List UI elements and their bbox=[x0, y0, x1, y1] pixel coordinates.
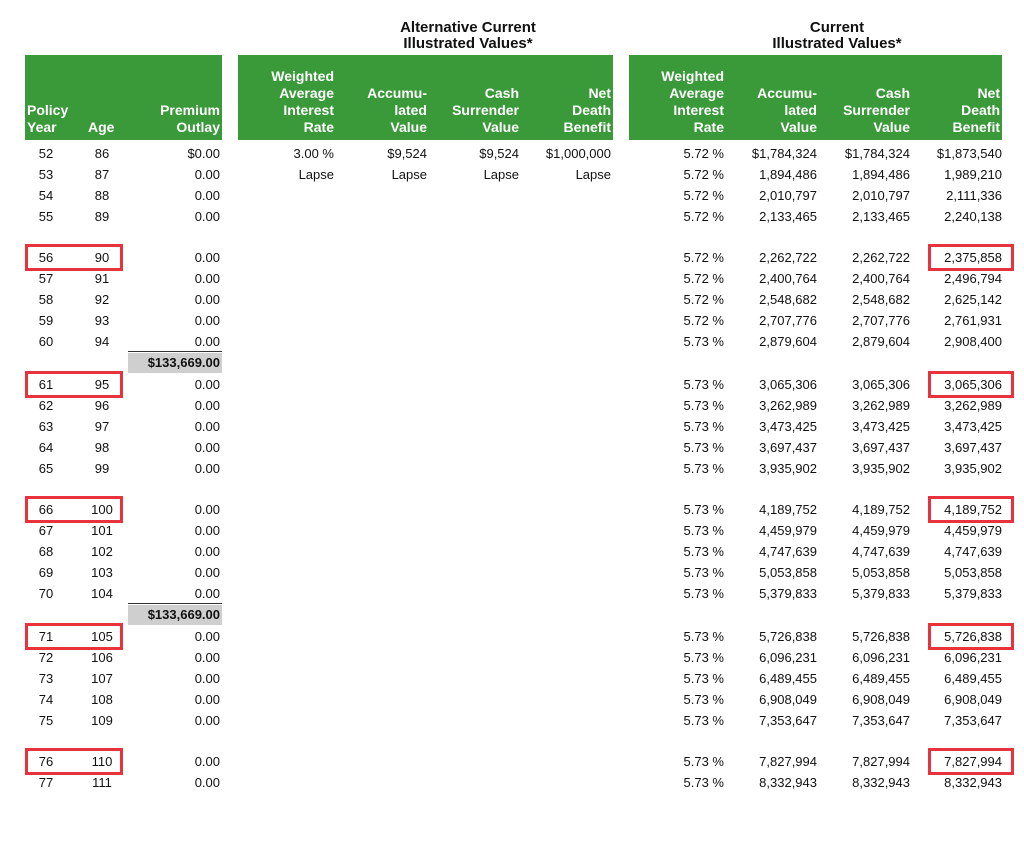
cell-ndb: 3,262,989 bbox=[944, 398, 1002, 413]
table-row bbox=[0, 459, 1024, 480]
cell-premium: 0.00 bbox=[194, 586, 220, 601]
cell-age: 101 bbox=[91, 523, 113, 538]
cell-year: 53 bbox=[38, 167, 54, 182]
cell-premium: 0.00 bbox=[194, 629, 220, 644]
header-premium-outlay bbox=[130, 55, 220, 136]
cell-csv: 2,010,797 bbox=[852, 188, 910, 203]
cell-rate: 5.72 % bbox=[683, 250, 724, 265]
cell-age: 100 bbox=[91, 502, 113, 517]
cell-rate: 5.72 % bbox=[683, 188, 724, 203]
cell-ndb: 2,375,858 bbox=[944, 250, 1002, 265]
header-line: Cash bbox=[875, 85, 910, 101]
table-row bbox=[0, 711, 1024, 732]
cell-ndb: 3,473,425 bbox=[944, 419, 1002, 434]
subtotal-rule bbox=[128, 603, 222, 604]
highlight-box-death-benefit bbox=[928, 244, 1014, 271]
cell-year: 65 bbox=[38, 461, 54, 476]
cell-premium: 0.00 bbox=[194, 250, 220, 265]
cell-ndb: 7,827,994 bbox=[944, 754, 1002, 769]
table-row bbox=[0, 165, 1024, 186]
cell-ndb: 5,379,833 bbox=[944, 586, 1002, 601]
header-line: Outlay bbox=[176, 119, 220, 135]
cell-ndb: 2,908,400 bbox=[944, 334, 1002, 349]
cell-age: 94 bbox=[94, 334, 110, 349]
cell-age: 109 bbox=[91, 713, 113, 728]
header-policy-year bbox=[27, 55, 71, 136]
cell-rate: 5.73 % bbox=[683, 565, 724, 580]
header-alt-csv bbox=[432, 55, 519, 136]
cell-csv: 3,473,425 bbox=[852, 419, 910, 434]
header-line: Policy bbox=[27, 102, 69, 118]
cell-rate: 5.73 % bbox=[683, 586, 724, 601]
header-line: Cash bbox=[484, 85, 519, 101]
cell-accum: 2,548,682 bbox=[759, 292, 817, 307]
cell-year: 59 bbox=[38, 313, 54, 328]
cell-csv: 3,697,437 bbox=[852, 440, 910, 455]
highlight-box-year-age bbox=[25, 244, 123, 271]
cell-premium: 0.00 bbox=[194, 713, 220, 728]
cell-accum: 2,707,776 bbox=[759, 313, 817, 328]
cell-rate: 5.73 % bbox=[683, 671, 724, 686]
header-line: Interest bbox=[283, 102, 334, 118]
cell-premium: 0.00 bbox=[194, 523, 220, 538]
table-row bbox=[0, 773, 1024, 794]
cell-year: 69 bbox=[38, 565, 54, 580]
header-line: Benefit bbox=[952, 119, 1000, 135]
cell-rate: 5.73 % bbox=[683, 334, 724, 349]
table-row bbox=[0, 248, 1024, 269]
cell-age: 104 bbox=[91, 586, 113, 601]
cell-alt-rate: Lapse bbox=[298, 167, 334, 182]
cell-year: 74 bbox=[38, 692, 54, 707]
alternative-title-line1: Alternative Current bbox=[400, 19, 536, 36]
highlight-box-year-age bbox=[25, 748, 123, 775]
cell-premium: 0.00 bbox=[194, 754, 220, 769]
cell-accum: 2,879,604 bbox=[759, 334, 817, 349]
alternative-title-line2: Illustrated Values* bbox=[403, 35, 533, 52]
cell-ndb: 2,111,336 bbox=[946, 188, 1002, 203]
header-cur-accum bbox=[733, 55, 817, 136]
cell-year: 71 bbox=[38, 629, 54, 644]
cell-alt-ndb: $1,000,000 bbox=[545, 146, 611, 161]
premium-subtotal: $133,669.00 bbox=[128, 605, 222, 625]
cell-accum: 4,189,752 bbox=[759, 502, 817, 517]
cell-year: 70 bbox=[38, 586, 54, 601]
cell-csv: 6,908,049 bbox=[852, 692, 910, 707]
cell-age: 98 bbox=[94, 440, 110, 455]
header-line: Rate bbox=[303, 119, 334, 135]
cell-ndb: 6,096,231 bbox=[944, 650, 1002, 665]
cell-year: 66 bbox=[38, 502, 54, 517]
cell-alt-accum: $9,524 bbox=[387, 146, 427, 161]
cell-year: 54 bbox=[38, 188, 54, 203]
cell-csv: 3,262,989 bbox=[852, 398, 910, 413]
cell-age: 111 bbox=[92, 775, 112, 790]
cell-year: 55 bbox=[38, 209, 54, 224]
cell-year: 60 bbox=[38, 334, 54, 349]
table-row bbox=[0, 186, 1024, 207]
cell-ndb: 5,726,838 bbox=[944, 629, 1002, 644]
header-line: Net bbox=[977, 85, 1000, 101]
header-alt-accum bbox=[345, 55, 427, 136]
cell-rate: 5.73 % bbox=[683, 544, 724, 559]
table-row bbox=[0, 375, 1024, 396]
cell-year: 72 bbox=[38, 650, 54, 665]
cell-accum: 5,726,838 bbox=[759, 629, 817, 644]
cell-csv: 2,133,465 bbox=[852, 209, 910, 224]
cell-rate: 5.72 % bbox=[683, 292, 724, 307]
cell-year: 58 bbox=[38, 292, 54, 307]
header-line: Weighted bbox=[661, 68, 724, 84]
highlight-box-death-benefit bbox=[928, 371, 1014, 398]
cell-ndb: 6,489,455 bbox=[944, 671, 1002, 686]
cell-rate: 5.72 % bbox=[683, 271, 724, 286]
cell-year: 75 bbox=[38, 713, 54, 728]
cell-premium: 0.00 bbox=[194, 461, 220, 476]
cell-rate: 5.72 % bbox=[683, 146, 724, 161]
cell-ndb: 5,053,858 bbox=[944, 565, 1002, 580]
cell-accum: 7,827,994 bbox=[759, 754, 817, 769]
cell-accum: 3,262,989 bbox=[759, 398, 817, 413]
cell-rate: 5.73 % bbox=[683, 713, 724, 728]
highlight-box-year-age bbox=[25, 623, 123, 650]
cell-csv: 2,400,764 bbox=[852, 271, 910, 286]
cell-ndb: 8,332,943 bbox=[944, 775, 1002, 790]
cell-ndb: 3,065,306 bbox=[944, 377, 1002, 392]
header-line: Surrender bbox=[843, 102, 910, 118]
cell-csv: 2,262,722 bbox=[852, 250, 910, 265]
highlight-box-death-benefit bbox=[928, 748, 1014, 775]
header-line: Death bbox=[961, 102, 1000, 118]
cell-accum: 6,489,455 bbox=[759, 671, 817, 686]
cell-ndb: 1,989,210 bbox=[944, 167, 1002, 182]
cell-accum: 5,379,833 bbox=[759, 586, 817, 601]
table-row bbox=[0, 521, 1024, 542]
cell-rate: 5.73 % bbox=[683, 650, 724, 665]
cell-age: 88 bbox=[94, 188, 110, 203]
cell-age: 102 bbox=[91, 544, 113, 559]
cell-age: 86 bbox=[94, 146, 110, 161]
cell-ndb: 3,697,437 bbox=[944, 440, 1002, 455]
cell-ndb: 6,908,049 bbox=[944, 692, 1002, 707]
cell-alt-csv: Lapse bbox=[483, 167, 519, 182]
cell-rate: 5.73 % bbox=[683, 754, 724, 769]
header-line: Value bbox=[390, 119, 427, 135]
header-line: Interest bbox=[673, 102, 724, 118]
cell-premium: 0.00 bbox=[194, 419, 220, 434]
table-row bbox=[0, 269, 1024, 290]
cell-premium: 0.00 bbox=[194, 544, 220, 559]
current-values-title bbox=[752, 20, 922, 52]
header-line: Year bbox=[27, 119, 57, 135]
cell-csv: 7,827,994 bbox=[852, 754, 910, 769]
cell-csv: 6,489,455 bbox=[852, 671, 910, 686]
cell-year: 67 bbox=[38, 523, 54, 538]
header-line: Value bbox=[780, 119, 817, 135]
cell-accum: 2,010,797 bbox=[759, 188, 817, 203]
cell-year: 73 bbox=[38, 671, 54, 686]
cell-premium: 0.00 bbox=[194, 502, 220, 517]
cell-csv: 2,879,604 bbox=[852, 334, 910, 349]
cell-csv: 2,548,682 bbox=[852, 292, 910, 307]
cell-age: 97 bbox=[94, 419, 110, 434]
cell-csv: $1,784,324 bbox=[844, 146, 910, 161]
cell-year: 77 bbox=[38, 775, 54, 790]
cell-age: 95 bbox=[94, 377, 110, 392]
cell-premium: 0.00 bbox=[194, 167, 220, 182]
header-cur-rate bbox=[636, 55, 724, 136]
cell-rate: 5.73 % bbox=[683, 398, 724, 413]
table-row bbox=[0, 396, 1024, 417]
cell-rate: 5.73 % bbox=[683, 419, 724, 434]
cell-accum: 3,065,306 bbox=[759, 377, 817, 392]
cell-premium: 0.00 bbox=[194, 650, 220, 665]
header-line: Average bbox=[279, 85, 334, 101]
cell-csv: 7,353,647 bbox=[852, 713, 910, 728]
cell-ndb: 4,459,979 bbox=[944, 523, 1002, 538]
cell-ndb: 2,240,138 bbox=[944, 209, 1002, 224]
cell-ndb: 2,496,794 bbox=[944, 271, 1002, 286]
header-line: Weighted bbox=[271, 68, 334, 84]
cell-ndb: 4,189,752 bbox=[944, 502, 1002, 517]
cell-age: 89 bbox=[94, 209, 110, 224]
cell-premium: 0.00 bbox=[194, 398, 220, 413]
cell-ndb: 2,761,931 bbox=[944, 313, 1002, 328]
cell-rate: 5.72 % bbox=[683, 313, 724, 328]
cell-ndb: 2,625,142 bbox=[944, 292, 1002, 307]
cell-rate: 5.73 % bbox=[683, 440, 724, 455]
header-line: Value bbox=[873, 119, 910, 135]
cell-csv: 4,747,639 bbox=[852, 544, 910, 559]
cell-alt-csv: $9,524 bbox=[479, 146, 519, 161]
header-cur-csv bbox=[822, 55, 910, 136]
cell-year: 64 bbox=[38, 440, 54, 455]
cell-rate: 5.73 % bbox=[683, 523, 724, 538]
header-line: Value bbox=[482, 119, 519, 135]
cell-csv: 6,096,231 bbox=[852, 650, 910, 665]
cell-alt-ndb: Lapse bbox=[575, 167, 611, 182]
header-alt-ndb bbox=[525, 55, 611, 136]
cell-premium: 0.00 bbox=[194, 334, 220, 349]
cell-csv: 5,726,838 bbox=[852, 629, 910, 644]
header-line: Net bbox=[588, 85, 611, 101]
table-row bbox=[0, 290, 1024, 311]
cell-year: 63 bbox=[38, 419, 54, 434]
current-title-line1: Current bbox=[809, 19, 865, 36]
cell-year: 61 bbox=[38, 377, 54, 392]
table-row bbox=[0, 669, 1024, 690]
cell-accum: 7,353,647 bbox=[759, 713, 817, 728]
cell-age: 108 bbox=[91, 692, 113, 707]
table-row bbox=[0, 417, 1024, 438]
cell-accum: $1,784,324 bbox=[751, 146, 817, 161]
table-row bbox=[0, 690, 1024, 711]
cell-premium: 0.00 bbox=[194, 271, 220, 286]
cell-csv: 4,189,752 bbox=[852, 502, 910, 517]
cell-premium: 0.00 bbox=[194, 188, 220, 203]
table-row bbox=[0, 332, 1024, 353]
table-row bbox=[0, 311, 1024, 332]
cell-ndb: 3,935,902 bbox=[944, 461, 1002, 476]
cell-premium: $0.00 bbox=[187, 146, 220, 161]
header-age bbox=[88, 55, 128, 136]
premium-subtotal: $133,669.00 bbox=[128, 353, 222, 373]
table-row bbox=[0, 542, 1024, 563]
cell-accum: 8,332,943 bbox=[759, 775, 817, 790]
cell-age: 92 bbox=[94, 292, 110, 307]
cell-csv: 3,065,306 bbox=[852, 377, 910, 392]
cell-premium: 0.00 bbox=[194, 671, 220, 686]
header-line: Surrender bbox=[452, 102, 519, 118]
cell-ndb: 7,353,647 bbox=[944, 713, 1002, 728]
cell-premium: 0.00 bbox=[194, 313, 220, 328]
table-row bbox=[0, 438, 1024, 459]
header-cur-ndb bbox=[915, 55, 1000, 136]
header-line: Accumu- bbox=[367, 85, 427, 101]
cell-alt-rate: 3.00 % bbox=[293, 146, 334, 161]
header-line: Death bbox=[572, 102, 611, 118]
cell-accum: 2,400,764 bbox=[759, 271, 817, 286]
cell-age: 96 bbox=[94, 398, 110, 413]
highlight-box-year-age bbox=[25, 371, 123, 398]
highlight-box-death-benefit bbox=[928, 496, 1014, 523]
cell-accum: 4,459,979 bbox=[759, 523, 817, 538]
cell-ndb: $1,873,540 bbox=[936, 146, 1002, 161]
cell-age: 103 bbox=[91, 565, 113, 580]
cell-csv: 3,935,902 bbox=[852, 461, 910, 476]
cell-ndb: 4,747,639 bbox=[944, 544, 1002, 559]
cell-csv: 8,332,943 bbox=[852, 775, 910, 790]
header-line: Average bbox=[669, 85, 724, 101]
cell-rate: 5.73 % bbox=[683, 775, 724, 790]
table-row bbox=[0, 500, 1024, 521]
cell-rate: 5.73 % bbox=[683, 692, 724, 707]
current-title-line2: Illustrated Values* bbox=[772, 35, 902, 52]
cell-year: 56 bbox=[38, 250, 54, 265]
header-line: Benefit bbox=[563, 119, 611, 135]
cell-accum: 2,262,722 bbox=[759, 250, 817, 265]
cell-age: 93 bbox=[94, 313, 110, 328]
highlight-box-year-age bbox=[25, 496, 123, 523]
cell-age: 110 bbox=[91, 754, 113, 769]
cell-accum: 3,473,425 bbox=[759, 419, 817, 434]
cell-csv: 1,894,486 bbox=[852, 167, 910, 182]
alternative-values-title bbox=[368, 20, 568, 52]
header-line: Accumu- bbox=[757, 85, 817, 101]
cell-rate: 5.72 % bbox=[683, 167, 724, 182]
cell-accum: 3,935,902 bbox=[759, 461, 817, 476]
cell-year: 57 bbox=[38, 271, 54, 286]
table-row bbox=[0, 752, 1024, 773]
cell-csv: 4,459,979 bbox=[852, 523, 910, 538]
cell-accum: 6,908,049 bbox=[759, 692, 817, 707]
cell-rate: 5.73 % bbox=[683, 377, 724, 392]
cell-premium: 0.00 bbox=[194, 209, 220, 224]
header-line: lated bbox=[394, 102, 427, 118]
table-row bbox=[0, 648, 1024, 669]
cell-csv: 5,053,858 bbox=[852, 565, 910, 580]
cell-year: 68 bbox=[38, 544, 54, 559]
header-line: Age bbox=[88, 119, 115, 135]
cell-year: 76 bbox=[38, 754, 54, 769]
cell-premium: 0.00 bbox=[194, 692, 220, 707]
cell-accum: 3,697,437 bbox=[759, 440, 817, 455]
cell-rate: 5.73 % bbox=[683, 502, 724, 517]
cell-csv: 2,707,776 bbox=[852, 313, 910, 328]
cell-age: 99 bbox=[94, 461, 110, 476]
cell-rate: 5.73 % bbox=[683, 629, 724, 644]
highlight-box-death-benefit bbox=[928, 623, 1014, 650]
header-line: Rate bbox=[693, 119, 724, 135]
table-row bbox=[0, 627, 1024, 648]
cell-year: 52 bbox=[38, 146, 54, 161]
cell-accum: 5,053,858 bbox=[759, 565, 817, 580]
cell-premium: 0.00 bbox=[194, 292, 220, 307]
cell-accum: 6,096,231 bbox=[759, 650, 817, 665]
cell-accum: 4,747,639 bbox=[759, 544, 817, 559]
cell-age: 107 bbox=[91, 671, 113, 686]
table-row bbox=[0, 144, 1024, 165]
cell-premium: 0.00 bbox=[194, 440, 220, 455]
cell-accum: 1,894,486 bbox=[759, 167, 817, 182]
header-line: lated bbox=[784, 102, 817, 118]
subtotal-rule bbox=[128, 351, 222, 352]
cell-premium: 0.00 bbox=[194, 565, 220, 580]
cell-premium: 0.00 bbox=[194, 775, 220, 790]
table-row bbox=[0, 563, 1024, 584]
table-row bbox=[0, 207, 1024, 228]
cell-premium: 0.00 bbox=[194, 377, 220, 392]
cell-age: 90 bbox=[94, 250, 110, 265]
header-alt-rate bbox=[245, 55, 334, 136]
cell-age: 106 bbox=[91, 650, 113, 665]
cell-alt-accum: Lapse bbox=[391, 167, 427, 182]
cell-accum: 2,133,465 bbox=[759, 209, 817, 224]
cell-age: 105 bbox=[91, 629, 113, 644]
table-row bbox=[0, 584, 1024, 605]
cell-rate: 5.72 % bbox=[683, 209, 724, 224]
cell-age: 87 bbox=[94, 167, 110, 182]
cell-csv: 5,379,833 bbox=[852, 586, 910, 601]
cell-rate: 5.73 % bbox=[683, 461, 724, 476]
cell-year: 62 bbox=[38, 398, 54, 413]
header-line: Premium bbox=[160, 102, 220, 118]
cell-age: 91 bbox=[94, 271, 110, 286]
